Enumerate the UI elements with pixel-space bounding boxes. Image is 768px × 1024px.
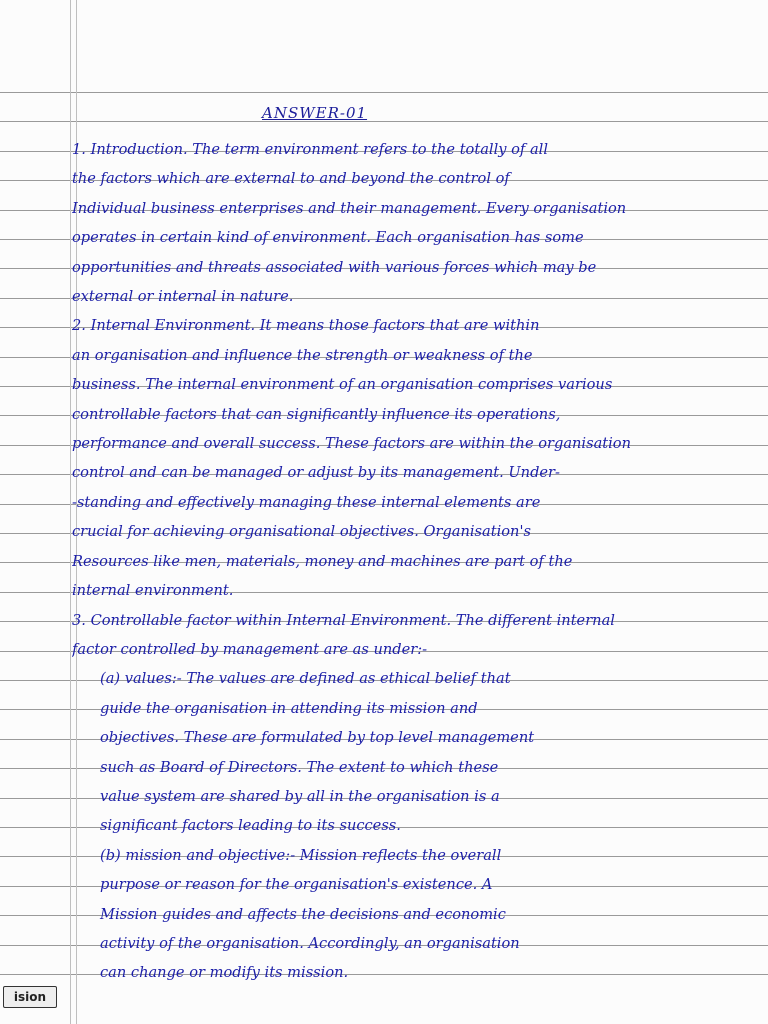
text-line: internal environment. <box>72 582 234 600</box>
text-line: business. The internal environment of an organisation comprises various <box>72 376 613 394</box>
text-line: Mission guides and affects the decisions and economic <box>100 905 506 923</box>
text-line: the factors which are external to and beyond the control of <box>72 170 510 188</box>
notebook-brand-logo: ision <box>3 986 57 1008</box>
text-line: factor controlled by management are as under:- <box>72 640 428 658</box>
text-line: performance and overall success. These factors are within the organisation <box>72 435 631 453</box>
text-line: crucial for achieving organisational objectives. Organisation's <box>72 523 531 541</box>
text-line: -standing and effectively managing these internal elements are <box>72 493 541 511</box>
text-line: guide the organisation in attending its mission and <box>100 699 478 717</box>
paragraph-introduction <box>72 135 718 311</box>
text-line: 3. Controllable factor within Internal Environment. The different internal <box>72 611 615 629</box>
text-line: can change or modify its mission. <box>100 964 349 982</box>
text-line: 1. Introduction. The term environment refers to the totally of all <box>72 141 548 158</box>
paragraph-internal-environment <box>72 311 718 605</box>
text-line: Individual business enterprises and their management. Every organisation <box>72 199 627 217</box>
text-line: 2. Internal Environment. It means those factors that are within <box>72 317 540 335</box>
text-line: external or internal in nature. <box>72 288 294 306</box>
text-line: value system are shared by all in the organisation is a <box>100 787 500 805</box>
text-line: operates in certain kind of environment. Each organisation has some <box>72 229 584 247</box>
margin-line-left-1 <box>70 0 71 1024</box>
text-line: Resources like men, materials, money and machines are part of the <box>72 552 573 570</box>
ruled-line <box>0 121 768 122</box>
text-line: controllable factors that can significantly influence its operations, <box>72 405 561 423</box>
text-line: an organisation and influence the strength or weakness of the <box>72 346 533 364</box>
text-line: activity of the organisation. Accordingly, an organisation <box>100 934 520 952</box>
text-line: control and can be managed or adjust by its management. Under- <box>72 464 560 482</box>
paragraph-controllable-factors <box>72 606 718 988</box>
text-line: objectives. These are formulated by top level management <box>100 729 535 747</box>
text-line: (a) values:- The values are defined as ethical belief that <box>100 670 511 688</box>
text-line: opportunities and threats associated with various forces which may be <box>72 258 597 276</box>
text-line: purpose or reason for the organisation's existence. A <box>100 876 493 894</box>
text-line: (b) mission and objective:- Mission reflects the overall <box>100 846 502 864</box>
answer-body <box>72 135 718 988</box>
answer-heading: ANSWER-01 <box>262 104 368 122</box>
text-line: significant factors leading to its success. <box>100 817 401 835</box>
ruled-line <box>0 92 768 93</box>
text-line: such as Board of Directors. The extent to which these <box>100 758 499 776</box>
